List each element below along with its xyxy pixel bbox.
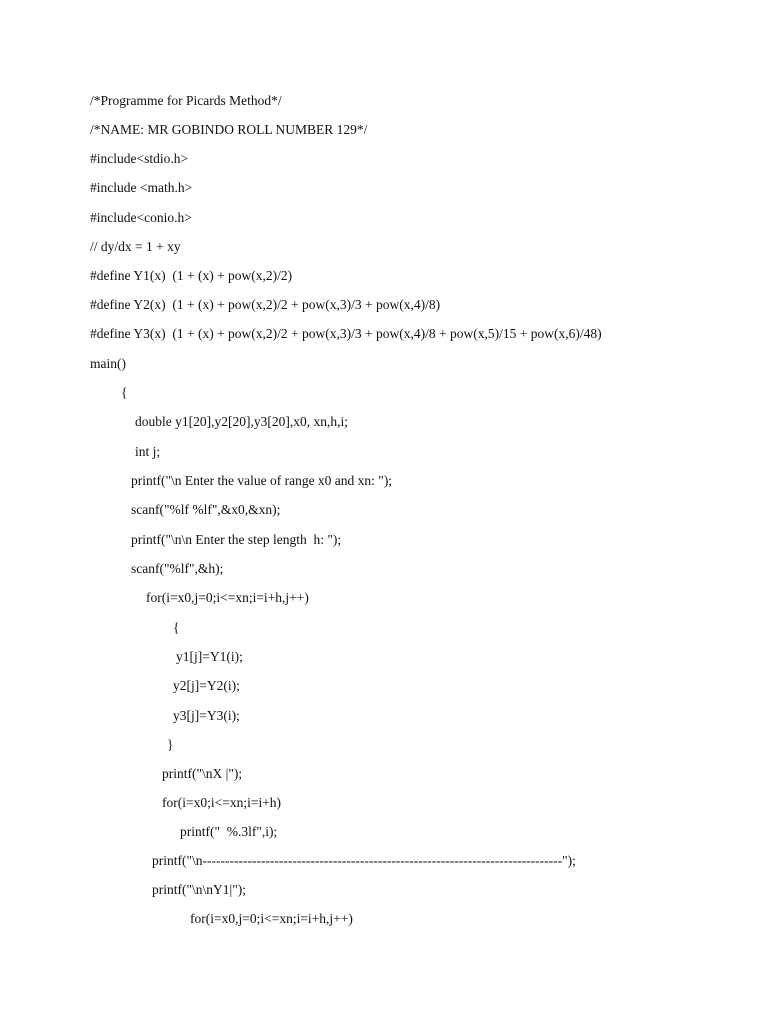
code-line-printf-x-header: printf("\nX |"); — [162, 766, 243, 781]
code-line-comment-equation: // dy/dx = 1 + xy — [90, 239, 181, 254]
code-line-loop-open-brace: { — [173, 620, 180, 635]
code-line-printf-separator: printf("\n--------------------------------------------------------------------------------"); — [152, 853, 576, 868]
code-line-open-brace: { — [121, 385, 128, 400]
code-line-for-loop: for(i=x0,j=0;i<=xn;i=i+h,j++) — [146, 590, 309, 605]
code-line-double-decl: double y1[20],y2[20],y3[20],x0, xn,h,i; — [135, 414, 348, 429]
code-line-assign-y3: y3[j]=Y3(i); — [173, 708, 240, 723]
code-line-printf-step: printf("\n\n Enter the step length h: "); — [131, 532, 342, 547]
code-line-comment-name: /*NAME: MR GOBINDO ROLL NUMBER 129*/ — [90, 122, 368, 137]
code-line-assign-y2: y2[j]=Y2(i); — [173, 678, 240, 693]
code-line-for-y1: for(i=x0,j=0;i<=xn;i=i+h,j++) — [190, 911, 353, 926]
code-line-define-y1: #define Y1(x) (1 + (x) + pow(x,2)/2) — [90, 268, 293, 283]
code-line-main: main() — [90, 356, 126, 371]
code-line-define-y2: #define Y2(x) (1 + (x) + pow(x,2)/2 + pow(x,3)/3 + pow(x,4)/8) — [90, 297, 441, 312]
code-line-for-x: for(i=x0;i<=xn;i=i+h) — [162, 795, 282, 810]
code-line-scanf-range: scanf("%lf %lf",&x0,&xn); — [131, 502, 281, 517]
code-line-comment-title: /*Programme for Picards Method*/ — [90, 93, 282, 108]
code-line-printf-y1-header: printf("\n\nY1|"); — [152, 882, 246, 897]
code-line-printf-range: printf("\n Enter the value of range x0 and xn: "); — [131, 473, 393, 488]
code-line-include-stdio: #include<stdio.h> — [90, 151, 189, 166]
code-line-include-math: #include <math.h> — [90, 180, 193, 195]
code-line-scanf-step: scanf("%lf",&h); — [131, 561, 224, 576]
code-line-assign-y1: y1[j]=Y1(i); — [176, 649, 243, 664]
code-line-include-conio: #include<conio.h> — [90, 210, 192, 225]
code-line-define-y3: #define Y3(x) (1 + (x) + pow(x,2)/2 + pow(x,3)/3 + pow(x,4)/8 + pow(x,5)/15 + pow(x,6)/48) — [90, 326, 602, 341]
code-line-printf-x-value: printf(" %.3lf",i); — [180, 824, 278, 839]
code-line-int-decl: int j; — [135, 444, 161, 459]
code-line-loop-close-brace: } — [167, 737, 174, 752]
